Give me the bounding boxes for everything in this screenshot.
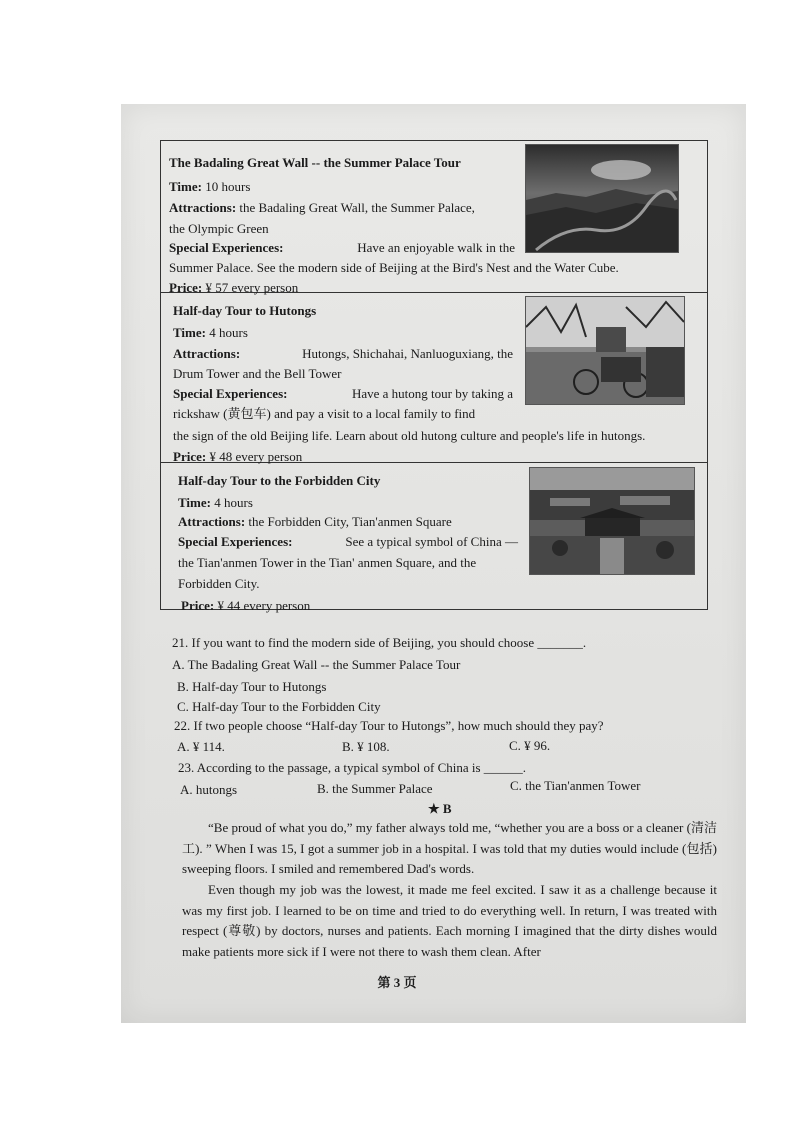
tour-special-cont: Summer Palace. See the modern side of Beijing at the Bird's Nest and the Water Cube.: [169, 260, 619, 275]
question-22-option-b: B. ¥ 108.: [342, 739, 390, 754]
passage-paragraph: Even though my job was the lowest, it made me feel excited. I saw it as a challenge because it was my first job. I learned to be on time and tried to do everything well. In return, I was treated with respect (尊敬) by doctors, nurses and patients. Each morning I imagined that the dirty dishes would make patients more sick if I were not there to wash them clean. After: [182, 882, 717, 959]
tour-time: Time: 4 hours: [178, 495, 253, 510]
question-22-option-a: A. ¥ 114.: [177, 739, 225, 754]
tour-special: Special Experiences: See a typical symbol of China —: [178, 534, 518, 549]
question-21: 21. If you want to find the modern side of Beijing, you should choose _______.: [172, 635, 587, 650]
tour-title: Half-day Tour to Hutongs: [173, 303, 317, 318]
tour-row-hutongs: [161, 293, 707, 463]
tour-attractions-cont: Drum Tower and the Bell Tower: [173, 366, 342, 381]
question-23-option-b: B. the Summer Palace: [317, 781, 433, 796]
tour-row-forbidden-city: [161, 463, 707, 613]
tour-row-great-wall: [161, 141, 707, 293]
question-22: 22. If two people choose “Half-day Tour to Hutongs”, how much should they pay?: [174, 718, 604, 733]
tour-time: Time: 4 hours: [173, 325, 248, 340]
tour-special: Special Experiences: Have a hutong tour by taking a: [173, 386, 513, 401]
tour-price: Price: ¥ 57 every person: [169, 280, 299, 295]
tour-attractions: Attractions: Hutongs, Shichahai, Nanluoguxiang, the: [173, 346, 513, 361]
tour-special-cont: rickshaw (黄包车) and pay a visit to a local family to find: [173, 406, 476, 421]
question-21-option-a: A. The Badaling Great Wall -- the Summer Palace Tour: [172, 657, 461, 672]
tour-title: Half-day Tour to the Forbidden City: [178, 473, 381, 488]
tour-table: [160, 140, 708, 613]
question-23: 23. According to the passage, a typical symbol of China is ______.: [178, 760, 527, 775]
hutong-rickshaw-photo: [525, 296, 685, 405]
tour-price: Price: ¥ 44 every person: [181, 598, 311, 613]
passage-paragraph: “Be proud of what you do,” my father always told me, “whether you are a boss or a cleaner (清洁工). ” When I was 15, I got a summer job in a hospital. I was told that my duties would include (包括) sweeping floors. I smiled and remembered Dad's words.: [182, 820, 717, 876]
tour-attractions: Attractions: the Badaling Great Wall, the Summer Palace,: [169, 200, 475, 215]
tour-title: The Badaling Great Wall -- the Summer Palace Tour: [169, 155, 461, 170]
tour-attractions-cont: the Olympic Green: [169, 221, 269, 236]
forbidden-city-photo: [529, 467, 695, 575]
page-number: 第 3 页: [377, 975, 417, 990]
tour-special: Special Experiences: Have an enjoyable walk in the: [169, 240, 515, 255]
tour-price: Price: ¥ 48 every person: [173, 449, 303, 464]
tour-special-cont: the Tian'anmen Tower in the Tian' anmen Square, and the: [178, 555, 477, 570]
question-21-option-b: B. Half-day Tour to Hutongs: [177, 679, 327, 694]
tour-special-cont: Forbidden City.: [178, 576, 260, 591]
question-22-option-c: C. ¥ 96.: [509, 738, 551, 753]
tour-special-cont: the sign of the old Beijing life. Learn about old hutong culture and people's life in hutongs.: [173, 428, 646, 443]
section-heading-b: ★ B: [428, 801, 452, 816]
tour-attractions: Attractions: the Forbidden City, Tian'anmen Square: [178, 514, 452, 529]
question-21-option-c: C. Half-day Tour to the Forbidden City: [177, 699, 381, 714]
question-23-option-a: A. hutongs: [180, 782, 238, 797]
great-wall-photo: [525, 144, 679, 253]
tour-time: Time: 10 hours: [169, 179, 251, 194]
question-23-option-c: C. the Tian'anmen Tower: [510, 778, 641, 793]
